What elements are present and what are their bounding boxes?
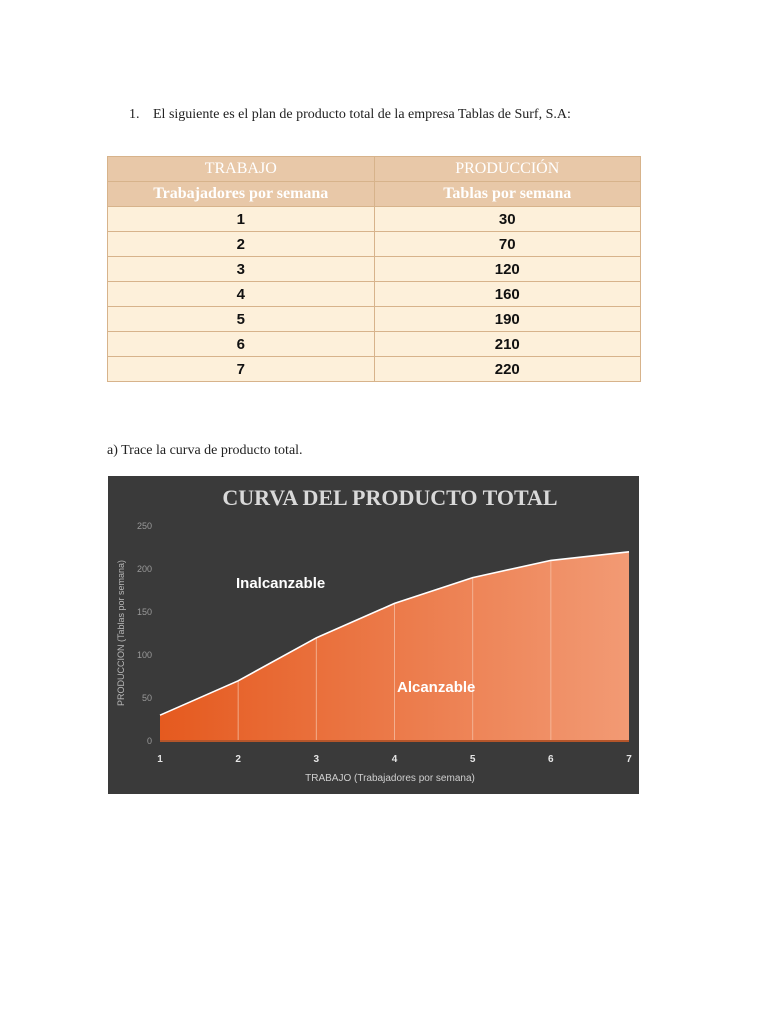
y-tick-label: 200 [136, 564, 152, 574]
output-cell: 210 [374, 332, 641, 357]
output-cell: 120 [374, 257, 641, 282]
production-table [107, 156, 641, 382]
y-tick-label: 250 [136, 521, 152, 531]
workers-cell: 5 [108, 307, 375, 332]
total-product-chart [108, 476, 639, 794]
table-row [108, 332, 641, 357]
table-row [108, 307, 641, 332]
y-tick-label: 150 [136, 607, 152, 617]
y-tick-label: 100 [136, 650, 152, 660]
y-tick-label: 50 [141, 693, 152, 703]
question-a: a) Trace la curva de producto total. [107, 443, 303, 458]
table-row [108, 207, 641, 232]
x-axis-label: TRABAJO (Trabajadores por semana) [305, 773, 475, 784]
x-tick-label: 6 [548, 754, 554, 765]
workers-cell: 6 [108, 332, 375, 357]
x-tick-label: 5 [469, 754, 476, 765]
header-trabajo: TRABAJO [108, 157, 375, 182]
output-cell: 220 [374, 357, 641, 382]
output-cell: 160 [374, 282, 641, 307]
workers-cell: 4 [108, 282, 375, 307]
question-text: El siguiente es el plan de producto total de la empresa Tablas de Surf, S.A: [153, 107, 571, 122]
table-row [108, 357, 641, 382]
table-row [108, 282, 641, 307]
output-cell: 190 [374, 307, 641, 332]
question-1 [129, 107, 571, 123]
subheader-trabajadores: Trabajadores por semana [108, 182, 375, 207]
table-row [108, 257, 641, 282]
x-tick-label: 7 [626, 754, 632, 765]
table-subheader-row [108, 182, 641, 207]
chart-title: CURVA DEL PRODUCTO TOTAL [222, 485, 558, 510]
question-number: 1. [129, 107, 140, 122]
table-header-row [108, 157, 641, 182]
output-cell: 30 [374, 207, 641, 232]
x-tick-label: 4 [391, 754, 398, 765]
subheader-tablas: Tablas por semana [374, 182, 641, 207]
y-tick-label: 0 [146, 736, 152, 746]
header-produccion: PRODUCCIÓN [374, 157, 641, 182]
chart-svg [108, 476, 639, 794]
table-row [108, 232, 641, 257]
annotation-inalcanzable: Inalcanzable [236, 575, 326, 592]
x-tick-label: 2 [235, 754, 241, 765]
x-tick-label: 3 [313, 754, 320, 765]
workers-cell: 1 [108, 207, 375, 232]
output-cell: 70 [374, 232, 641, 257]
x-tick-label: 1 [157, 754, 163, 765]
workers-cell: 3 [108, 257, 375, 282]
workers-cell: 7 [108, 357, 375, 382]
annotation-alcanzable: Alcanzable [397, 679, 476, 696]
y-axis-label: PRODUCCION (Tablas por semana) [116, 559, 126, 707]
workers-cell: 2 [108, 232, 375, 257]
